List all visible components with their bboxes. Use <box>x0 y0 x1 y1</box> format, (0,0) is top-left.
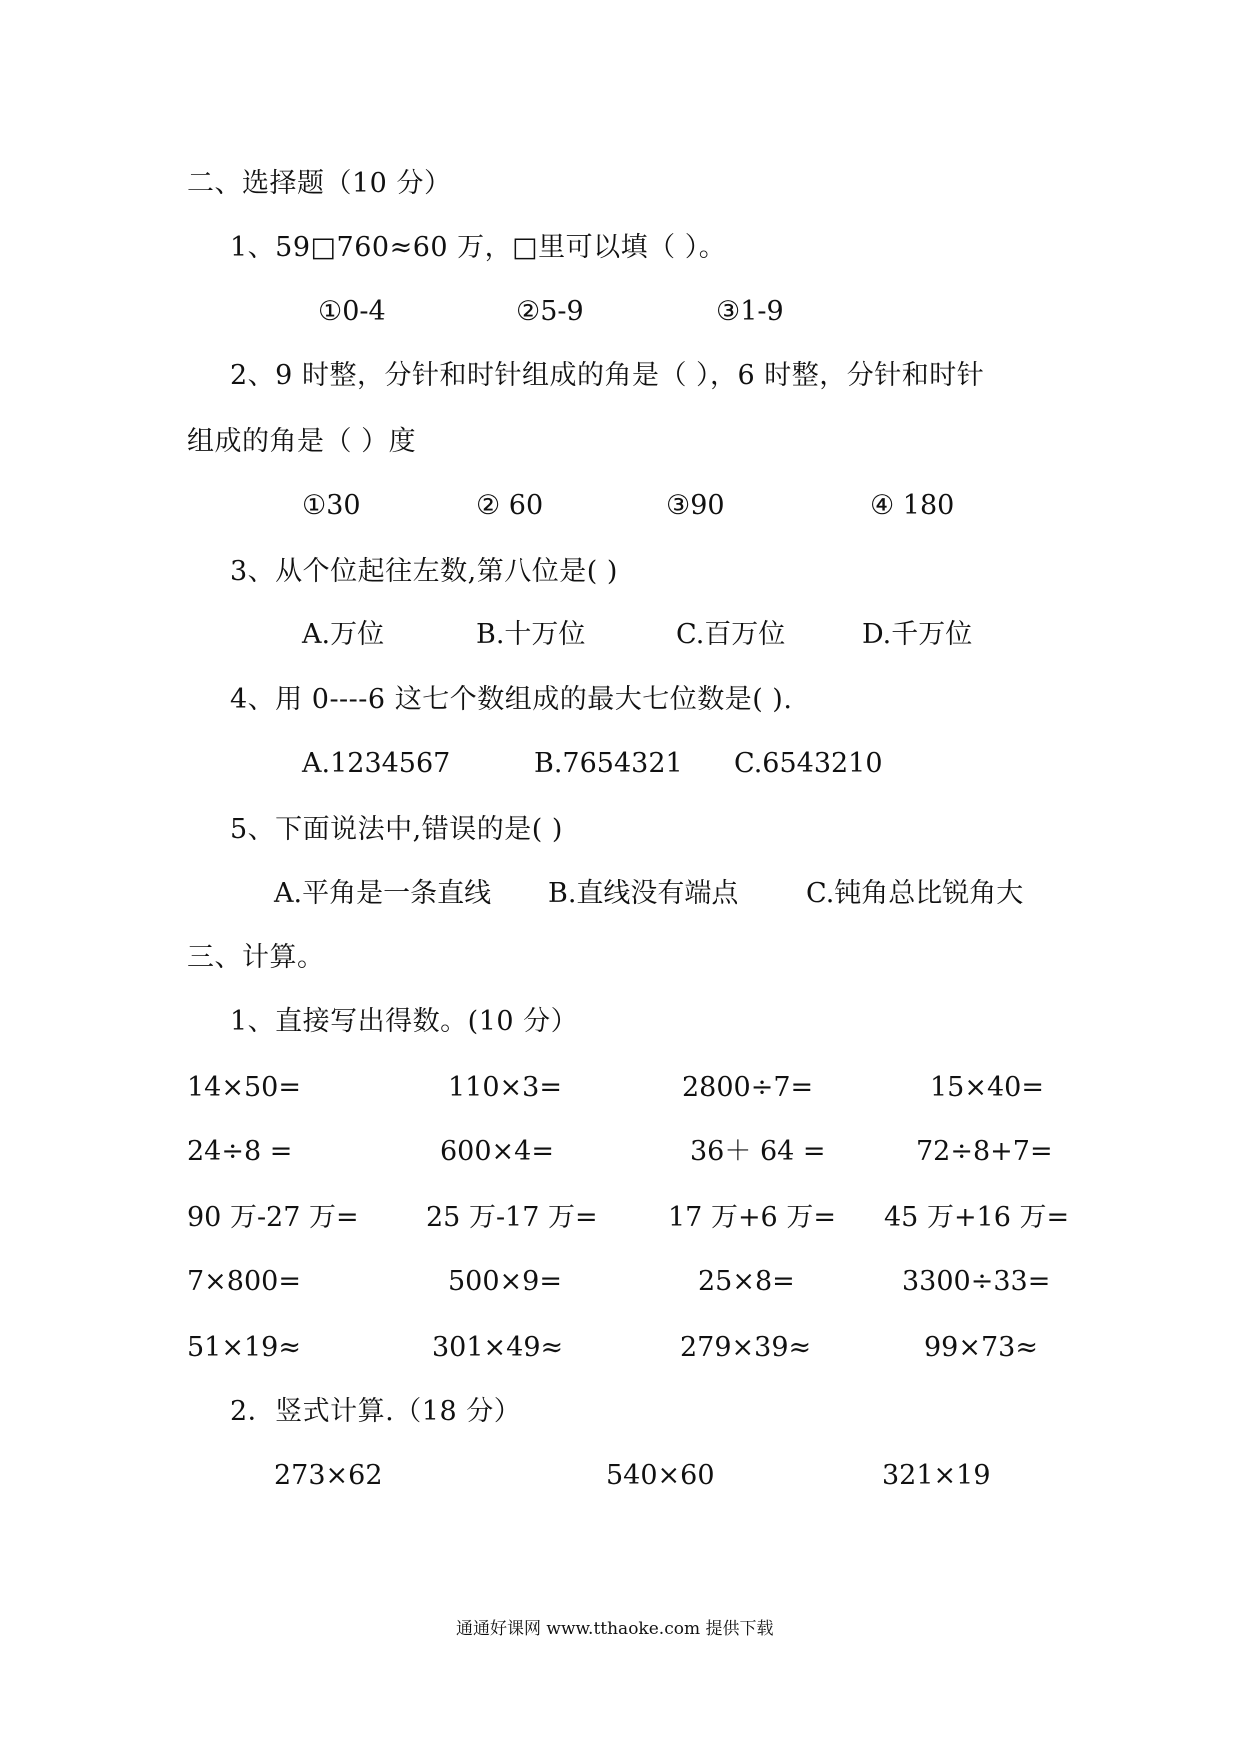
vertical-calc-3: 321×19 <box>882 1460 991 1491</box>
vertical-calc-1: 273×62 <box>274 1460 383 1491</box>
q1-option-1: ①0-4 <box>318 296 386 327</box>
q5-option-a: A.平角是一条直线 <box>274 878 492 909</box>
calc-r3-c2: 25 万-17 万= <box>426 1202 598 1233</box>
q3-stem: 3、从个位起往左数,第八位是( ) <box>230 556 618 587</box>
part2-title: 2．竖式计算.（18 分） <box>230 1396 522 1427</box>
q1-option-3: ③1-9 <box>716 296 784 327</box>
q1-option-2: ②5-9 <box>516 296 584 327</box>
calc-r4-c2: 500×9= <box>448 1266 562 1297</box>
q4-option-a: A.1234567 <box>302 748 451 779</box>
vertical-calc-2: 540×60 <box>606 1460 715 1491</box>
calc-r1-c3: 2800÷7= <box>682 1072 814 1103</box>
q3-option-b: B.十万位 <box>476 619 586 650</box>
q4-option-c: C.6543210 <box>734 748 883 779</box>
calc-r4-c1: 7×800= <box>187 1266 301 1297</box>
section3-title: 三、计算。 <box>187 942 325 973</box>
q4-option-b: B.7654321 <box>534 748 683 779</box>
q2-stem-cont: 组成的角是（ ）度 <box>187 426 417 457</box>
calc-r4-c4: 3300÷33= <box>902 1266 1051 1297</box>
q5-option-b: B.直线没有端点 <box>548 878 739 909</box>
q3-option-d: D.千万位 <box>862 619 973 650</box>
q4-stem: 4、用 0----6 这七个数组成的最大七位数是( ). <box>230 684 793 715</box>
q3-option-a: A.万位 <box>302 619 385 650</box>
calc-r2-c2: 600×4= <box>440 1136 554 1167</box>
footer-text: 通通好课网 www.tthaoke.com 提供下载 <box>456 1619 774 1639</box>
calc-r3-c3: 17 万+6 万= <box>668 1202 836 1233</box>
calc-r4-c3: 25×8= <box>698 1266 795 1297</box>
calc-r3-c4: 45 万+16 万= <box>884 1202 1070 1233</box>
q5-option-c: C.钝角总比锐角大 <box>806 878 1024 909</box>
calc-r1-c1: 14×50= <box>187 1072 301 1103</box>
q1-stem: 1、59□760≈60 万，□里可以填（ ）。 <box>230 232 727 263</box>
q3-option-c: C.百万位 <box>676 619 786 650</box>
part1-title: 1、直接写出得数。(10 分） <box>230 1006 579 1037</box>
q2-option-3: ③90 <box>666 490 725 521</box>
calc-r3-c1: 90 万-27 万= <box>187 1202 359 1233</box>
calc-r2-c3: 36＋ 64 = <box>690 1136 826 1167</box>
calc-r2-c1: 24÷8 = <box>187 1136 293 1167</box>
calc-r5-c1: 51×19≈ <box>187 1332 301 1363</box>
q2-option-4: ④ 180 <box>870 490 955 521</box>
calc-r5-c4: 99×73≈ <box>924 1332 1038 1363</box>
calc-r2-c4: 72÷8+7= <box>916 1136 1053 1167</box>
calc-r5-c3: 279×39≈ <box>680 1332 812 1363</box>
calc-r1-c2: 110×3= <box>448 1072 562 1103</box>
q2-option-1: ①30 <box>302 490 361 521</box>
calc-r5-c2: 301×49≈ <box>432 1332 564 1363</box>
q2-stem: 2、9 时整，分针和时针组成的角是（ ），6 时整，分针和时针 <box>230 360 985 391</box>
q2-option-2: ② 60 <box>476 490 544 521</box>
calc-r1-c4: 15×40= <box>930 1072 1044 1103</box>
section2-title: 二、选择题（10 分） <box>187 168 452 199</box>
q5-stem: 5、下面说法中,错误的是( ) <box>230 814 563 845</box>
